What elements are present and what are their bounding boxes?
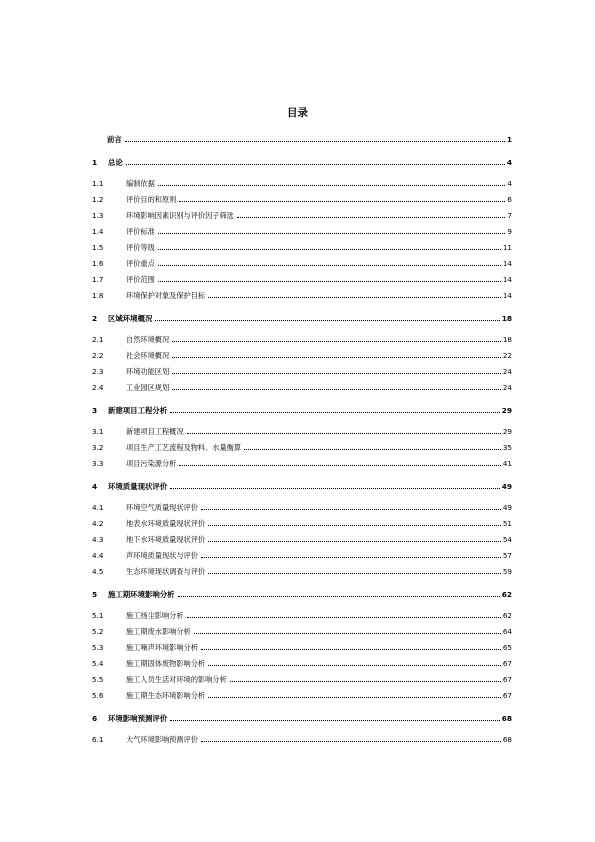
toc-dot-leader bbox=[244, 449, 501, 450]
toc-entry-page: 24 bbox=[502, 367, 512, 376]
toc-entry-number: 4.2 bbox=[92, 519, 104, 528]
toc-entry-number: 6 bbox=[92, 714, 98, 723]
toc-section-entry[interactable] bbox=[92, 270, 512, 284]
toc-section-entry[interactable] bbox=[92, 686, 512, 700]
toc-dot-leader bbox=[158, 265, 501, 266]
toc-chapter-entry[interactable] bbox=[92, 585, 512, 599]
toc-entry-title: 环境影响预测评价 bbox=[108, 714, 168, 723]
toc-section-entry[interactable] bbox=[92, 606, 512, 620]
toc-entry-page: 4 bbox=[507, 179, 512, 188]
toc-chapter-entry[interactable] bbox=[92, 477, 512, 491]
toc-entry-number: 5.1 bbox=[92, 611, 104, 620]
toc-chapter-entry[interactable] bbox=[92, 153, 512, 167]
toc-entry-page: 62 bbox=[502, 611, 512, 620]
toc-entry-title: 评价范围 bbox=[126, 275, 155, 284]
toc-entry-number: 1.8 bbox=[92, 291, 104, 300]
toc-entry-number: 2.2 bbox=[92, 351, 104, 360]
toc-dot-leader bbox=[187, 433, 501, 434]
toc-entry-page: 67 bbox=[502, 691, 512, 700]
toc-dot-leader bbox=[172, 373, 501, 374]
toc-entry-title: 工业园区规划 bbox=[126, 383, 170, 392]
toc-entry-number: 1 bbox=[92, 158, 98, 167]
toc-entry-page: 41 bbox=[502, 459, 512, 468]
toc-section-entry[interactable] bbox=[92, 654, 512, 668]
toc-dot-leader bbox=[208, 297, 501, 298]
toc-entry-number: 4.1 bbox=[92, 503, 104, 512]
toc-dot-leader bbox=[201, 557, 501, 558]
toc-section-entry[interactable] bbox=[92, 622, 512, 636]
toc-entry-page: 59 bbox=[502, 567, 512, 576]
toc-dot-leader bbox=[208, 525, 501, 526]
toc-section-entry[interactable] bbox=[92, 238, 512, 252]
toc-section-entry[interactable] bbox=[92, 638, 512, 652]
toc-entry-title: 总论 bbox=[108, 158, 123, 167]
toc-dot-leader bbox=[178, 596, 500, 597]
toc-section-entry[interactable] bbox=[92, 206, 512, 220]
toc-entry-page: 29 bbox=[501, 406, 512, 415]
toc-dot-leader bbox=[170, 412, 500, 413]
toc-entry-page: 68 bbox=[501, 714, 512, 723]
toc-section-entry[interactable] bbox=[92, 730, 512, 744]
toc-chapter-entry[interactable] bbox=[92, 130, 512, 144]
toc-entry-title: 声环境质量现状与评价 bbox=[126, 551, 198, 560]
toc-entry-number: 2 bbox=[92, 314, 98, 323]
toc-entry-page: 68 bbox=[502, 735, 512, 744]
toc-dot-leader bbox=[172, 357, 501, 358]
toc-entry-number: 3.2 bbox=[92, 443, 104, 452]
toc-entry-page: 49 bbox=[501, 482, 512, 491]
toc-entry-page: 35 bbox=[502, 443, 512, 452]
toc-section-entry[interactable] bbox=[92, 498, 512, 512]
toc-chapter-entry[interactable] bbox=[92, 709, 512, 723]
toc-entry-page: 9 bbox=[507, 227, 512, 236]
toc-dot-leader bbox=[201, 741, 501, 742]
toc-entry-number: 1.1 bbox=[92, 179, 104, 188]
toc-dot-leader bbox=[237, 217, 506, 218]
toc-entry-page: 6 bbox=[507, 195, 512, 204]
toc-entry-page: 49 bbox=[502, 503, 512, 512]
toc-entry-title: 评价重点 bbox=[126, 259, 155, 268]
toc-entry-title: 项目生产工艺流程及物料、水量衡算 bbox=[126, 443, 242, 452]
toc-title: 目录 bbox=[287, 107, 308, 119]
toc-entry-title: 施工期固体废物影响分析 bbox=[126, 659, 206, 668]
toc-section-entry[interactable] bbox=[92, 190, 512, 204]
toc-dot-leader bbox=[158, 281, 501, 282]
toc-dot-leader bbox=[172, 341, 501, 342]
toc-entry-title: 施工期环境影响分析 bbox=[108, 590, 175, 599]
toc-dot-leader bbox=[208, 665, 501, 666]
toc-entry-number: 1.7 bbox=[92, 275, 104, 284]
toc-entry-title: 评价目的和原则 bbox=[126, 195, 177, 204]
toc-dot-leader bbox=[126, 164, 505, 165]
toc-section-entry[interactable] bbox=[92, 362, 512, 376]
toc-entry-number: 4.4 bbox=[92, 551, 104, 560]
toc-entry-title: 环境功能区划 bbox=[126, 367, 170, 376]
toc-section-entry[interactable] bbox=[92, 346, 512, 360]
toc-dot-leader bbox=[208, 573, 501, 574]
toc-entry-title: 环境质量现状评价 bbox=[108, 482, 168, 491]
toc-dot-leader bbox=[201, 509, 501, 510]
toc-entry-title: 编制依据 bbox=[126, 179, 155, 188]
toc-section-entry[interactable] bbox=[92, 422, 512, 436]
toc-entry-title: 评价等级 bbox=[126, 243, 155, 252]
toc-dot-leader bbox=[208, 697, 501, 698]
toc-entry-title: 大气环境影响预测评价 bbox=[126, 735, 198, 744]
toc-entry-number: 1.2 bbox=[92, 195, 104, 204]
toc-section-entry[interactable] bbox=[92, 222, 512, 236]
toc-section-entry[interactable] bbox=[92, 254, 512, 268]
toc-entry-title: 地下水环境质量现状评价 bbox=[126, 535, 206, 544]
toc-entry-title: 施工期废水影响分析 bbox=[126, 627, 191, 636]
toc-dot-leader bbox=[158, 185, 506, 186]
toc-section-entry[interactable] bbox=[92, 546, 512, 560]
toc-entry-number: 1.3 bbox=[92, 211, 104, 220]
toc-entry-page: 24 bbox=[502, 383, 512, 392]
toc-section-entry[interactable] bbox=[92, 438, 512, 452]
toc-section-entry[interactable] bbox=[92, 562, 512, 576]
toc-entry-page: 65 bbox=[502, 643, 512, 652]
toc-entry-number: 1.5 bbox=[92, 243, 104, 252]
toc-section-entry[interactable] bbox=[92, 286, 512, 300]
toc-entry-number: 2.1 bbox=[92, 335, 104, 344]
toc-entry-title: 环境保护对象及保护目标 bbox=[126, 291, 206, 300]
toc-entry-title: 地表水环境质量现状评价 bbox=[126, 519, 206, 528]
toc-entry-page: 62 bbox=[501, 590, 512, 599]
toc-dot-leader bbox=[158, 249, 501, 250]
toc-dot-leader bbox=[170, 720, 500, 721]
toc-entry-title: 社会环境概况 bbox=[126, 351, 170, 360]
toc-entry-number: 5.2 bbox=[92, 627, 104, 636]
toc-entry-title: 施工人员生活对环境的影响分析 bbox=[126, 675, 227, 684]
toc-section-entry[interactable] bbox=[92, 378, 512, 392]
toc-entry-page: 4 bbox=[506, 158, 512, 167]
toc-dot-leader bbox=[170, 488, 500, 489]
toc-section-entry[interactable] bbox=[92, 670, 512, 684]
toc-entry-page: 18 bbox=[502, 335, 512, 344]
toc-entry-number: 4.5 bbox=[92, 567, 104, 576]
toc-entry-page: 1 bbox=[506, 135, 512, 144]
toc-dot-leader bbox=[208, 541, 501, 542]
toc-entry-title: 施工扬尘影响分析 bbox=[126, 611, 184, 620]
toc-dot-leader bbox=[179, 201, 505, 202]
toc-entry-number: 5.6 bbox=[92, 691, 104, 700]
toc-entry-number: 2.3 bbox=[92, 367, 104, 376]
toc-entry-number: 1.6 bbox=[92, 259, 104, 268]
toc-entry-page: 14 bbox=[502, 275, 512, 284]
toc-section-entry[interactable] bbox=[92, 454, 512, 468]
toc-entry-page: 7 bbox=[507, 211, 512, 220]
toc-entry-number: 4 bbox=[92, 482, 98, 491]
toc-dot-leader bbox=[155, 320, 499, 321]
toc-entry-title: 自然环境概况 bbox=[126, 335, 170, 344]
toc-entry-title: 项目污染源分析 bbox=[126, 459, 177, 468]
toc-entry-number: 3.3 bbox=[92, 459, 104, 468]
toc-dot-leader bbox=[230, 681, 501, 682]
toc-entry-number: 2.4 bbox=[92, 383, 104, 392]
toc-entry-number: 5.3 bbox=[92, 643, 104, 652]
toc-entry-page: 67 bbox=[502, 675, 512, 684]
toc-entry-number: 3 bbox=[92, 406, 98, 415]
toc-section-entry[interactable] bbox=[92, 174, 512, 188]
toc-entry-page: 11 bbox=[502, 243, 512, 252]
toc-entry-number: 4.3 bbox=[92, 535, 104, 544]
toc-dot-leader bbox=[158, 233, 506, 234]
toc-entry-number: 5 bbox=[92, 590, 98, 599]
toc-dot-leader bbox=[179, 465, 501, 466]
toc-dot-leader bbox=[125, 141, 505, 142]
toc-entry-title: 施工噪声环境影响分析 bbox=[126, 643, 198, 652]
toc-entry-title: 环境空气质量现状评价 bbox=[126, 503, 198, 512]
toc-entry-number: 6.1 bbox=[92, 735, 104, 744]
toc-dot-leader bbox=[187, 617, 501, 618]
toc-entry-page: 51 bbox=[502, 519, 512, 528]
toc-entry-title: 评价标准 bbox=[126, 227, 155, 236]
toc-section-entry[interactable] bbox=[92, 514, 512, 528]
toc-entry-title: 前言 bbox=[107, 135, 122, 144]
toc-entry-number: 3.1 bbox=[92, 427, 104, 436]
toc-section-entry[interactable] bbox=[92, 330, 512, 344]
toc-entry-title: 施工期生态环境影响分析 bbox=[126, 691, 206, 700]
toc-entry-title: 环境影响因素识别与评价因子筛选 bbox=[126, 211, 234, 220]
toc-section-entry[interactable] bbox=[92, 530, 512, 544]
toc-entry-page: 14 bbox=[502, 291, 512, 300]
toc-entry-number: 5.5 bbox=[92, 675, 104, 684]
toc-chapter-entry[interactable] bbox=[92, 309, 512, 323]
toc-entry-title: 生态环境现状调查与评价 bbox=[126, 567, 206, 576]
toc-entry-number: 5.4 bbox=[92, 659, 104, 668]
toc-entry-page: 18 bbox=[501, 314, 512, 323]
toc-entry-page: 54 bbox=[502, 535, 512, 544]
toc-entry-page: 14 bbox=[502, 259, 512, 268]
toc-entry-page: 57 bbox=[502, 551, 512, 560]
toc-dot-leader bbox=[201, 649, 501, 650]
toc-entry-page: 22 bbox=[502, 351, 512, 360]
toc-dot-leader bbox=[194, 633, 501, 634]
toc-entry-title: 新建项目工程分析 bbox=[108, 406, 168, 415]
toc-entry-page: 29 bbox=[502, 427, 512, 436]
toc-entry-page: 67 bbox=[502, 659, 512, 668]
toc-chapter-entry[interactable] bbox=[92, 401, 512, 415]
toc-entry-title: 新建项目工程概况 bbox=[126, 427, 184, 436]
toc-entry-title: 区域环境概况 bbox=[108, 314, 153, 323]
toc-dot-leader bbox=[172, 389, 501, 390]
toc-entry-number: 1.4 bbox=[92, 227, 104, 236]
toc-entry-page: 64 bbox=[502, 627, 512, 636]
